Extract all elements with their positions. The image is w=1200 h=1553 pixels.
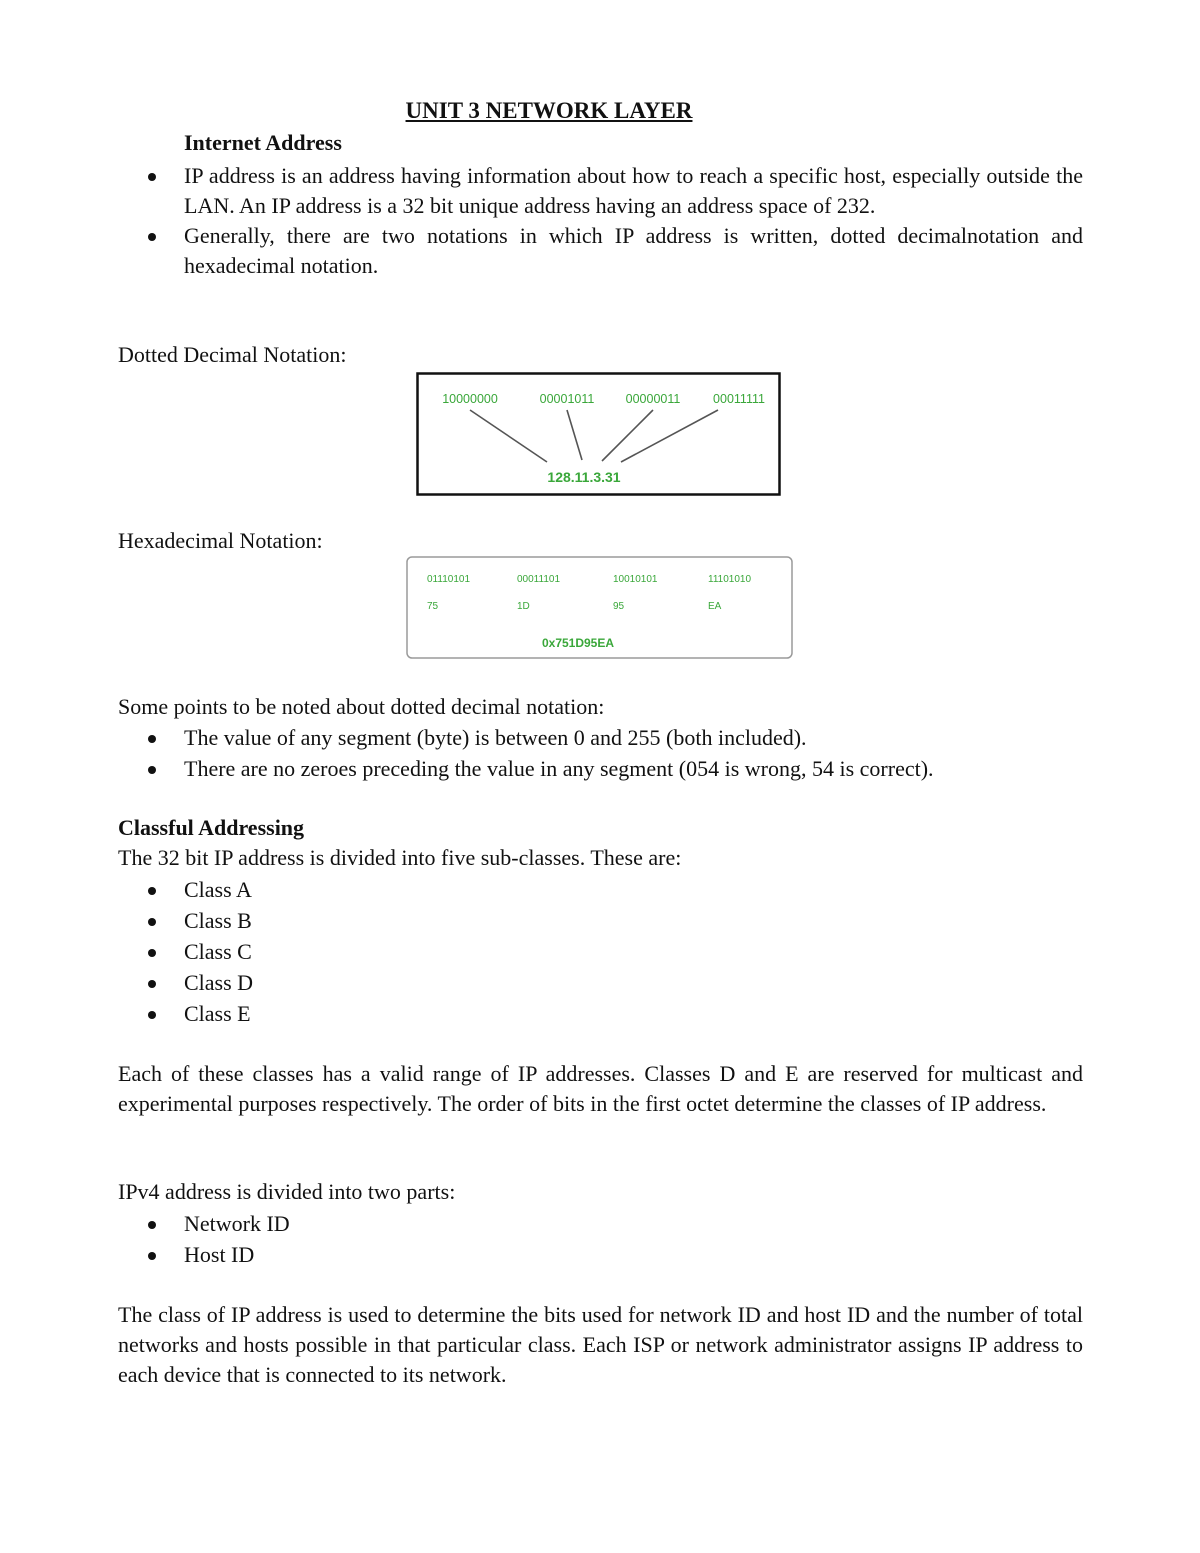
bullet-icon	[148, 980, 156, 988]
list-item: Network ID	[118, 1209, 718, 1239]
binary-octet-label: 00001011	[539, 392, 595, 406]
list-item: Class B	[118, 906, 718, 936]
hexadecimal-result: 0x751D95EA	[541, 636, 615, 650]
bullet-icon	[148, 1221, 156, 1229]
list-item: Class E	[118, 999, 718, 1029]
bullet-icon	[148, 1011, 156, 1019]
points-list	[118, 723, 1108, 784]
dotted-decimal-result: 128.11.3.31	[547, 469, 621, 485]
bullet-icon	[148, 887, 156, 895]
binary-octet-label: 10010101	[613, 574, 658, 585]
list-item: Host ID	[118, 1240, 718, 1270]
binary-octet-label: 11101010	[708, 574, 752, 585]
dotted-decimal-label: Dotted Decimal Notation:	[118, 342, 347, 367]
list-item: Class C	[118, 937, 718, 967]
hexadecimal-figure	[406, 556, 794, 660]
hex-byte-label: 75	[427, 601, 439, 612]
ipv4-parts-list	[118, 1209, 718, 1270]
classes-paragraph: Each of these classes has a valid range of IP addresses. Classes D and E are reserved for multicast and experimental purposes respectively. The order of bits in the first octet determine the classes of IP address.	[118, 1061, 1083, 1116]
hex-byte-label: 1D	[517, 601, 530, 612]
list-item: Generally, there are two notations in which IP address is written, dotted decimalnotation and hexadecimal notation.	[118, 221, 1083, 281]
list-item: There are no zeroes preceding the value in any segment (054 is wrong, 54 is correct).	[118, 754, 1108, 784]
binary-octet-label: 01110101	[427, 574, 471, 585]
bullet-icon	[148, 918, 156, 926]
bullet-icon	[148, 949, 156, 957]
bullet-icon	[148, 173, 156, 181]
ipv4-paragraph: The class of IP address is used to determine the bits used for network ID and host ID and the number of total networks and hosts possible in that particular class. Each ISP or network administrator assigns IP address to each device that is connected to its network.	[118, 1302, 1083, 1387]
internet-address-list	[118, 161, 1083, 281]
list-item: IP address is an address having information about how to reach a specific host, especially outside the LAN. An IP address is a 32 bit unique address having an address space of 232.	[118, 161, 1083, 221]
hex-byte-label: EA	[708, 601, 722, 612]
bullet-icon	[148, 233, 156, 241]
list-item: Class A	[118, 875, 718, 905]
internet-address-heading: Internet Address	[184, 130, 342, 155]
page-title: UNIT 3 NETWORK LAYER	[405, 98, 693, 123]
bullet-icon	[148, 1252, 156, 1260]
list-item: The value of any segment (byte) is between 0 and 255 (both included).	[118, 723, 1108, 753]
hexadecimal-label: Hexadecimal Notation:	[118, 528, 323, 553]
ipv4-intro: IPv4 address is divided into two parts:	[118, 1179, 456, 1204]
list-item: Class D	[118, 968, 718, 998]
binary-octet-label: 10000000	[442, 392, 498, 406]
classful-heading: Classful Addressing	[118, 815, 305, 840]
binary-octet-label: 00011101	[517, 574, 561, 585]
dotted-decimal-figure	[416, 372, 782, 496]
binary-octet-label: 00011111	[713, 392, 765, 406]
classful-intro: The 32 bit IP address is divided into five sub-classes. These are:	[118, 845, 682, 870]
binary-octet-label: 00000011	[625, 392, 681, 406]
points-intro: Some points to be noted about dotted decimal notation:	[118, 694, 605, 719]
hex-byte-label: 95	[613, 601, 625, 612]
bullet-icon	[148, 766, 156, 774]
bullet-icon	[148, 735, 156, 743]
class-list	[118, 875, 718, 1029]
